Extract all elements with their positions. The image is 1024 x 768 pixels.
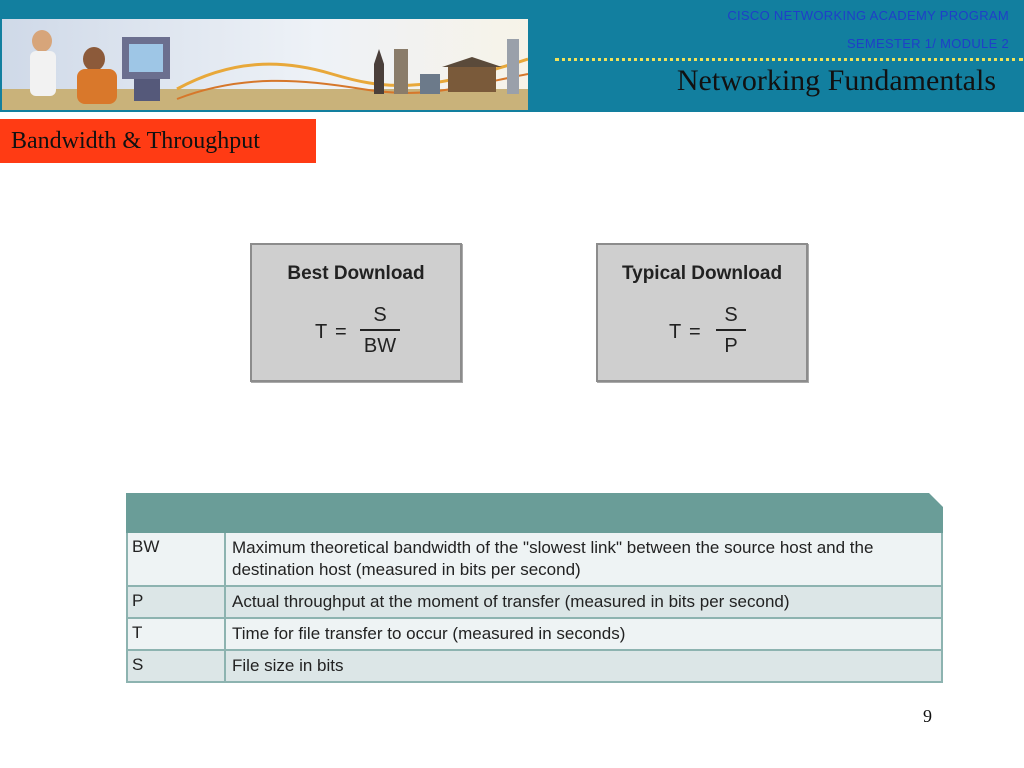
table-row	[128, 533, 941, 585]
formula-lhs: T	[315, 321, 328, 343]
term-cell: T	[128, 619, 226, 649]
table-row	[128, 585, 941, 617]
definition-cell: File size in bits	[226, 651, 941, 681]
term-cell: P	[128, 587, 226, 617]
term-cell: S	[128, 651, 226, 681]
best-download-formula-box	[250, 243, 462, 382]
formula-numerator: S	[373, 304, 387, 326]
formula-fraction	[709, 303, 753, 357]
formula-fraction	[358, 303, 402, 357]
section-title: Bandwidth & Throughput	[0, 119, 316, 163]
table-header	[126, 493, 943, 533]
table-body	[126, 533, 943, 683]
slide-header	[0, 0, 1024, 112]
header-banner-illustration	[2, 19, 528, 110]
formula-equals-sign: =	[689, 321, 701, 343]
table-row	[128, 617, 941, 649]
formula-equals-sign: =	[335, 321, 347, 343]
page-title: Networking Fundamentals	[676, 64, 996, 97]
formula-numerator: S	[724, 304, 738, 326]
formula-denominator: BW	[363, 335, 397, 357]
page-number: 9	[923, 706, 932, 726]
term-cell: BW	[128, 533, 226, 585]
table-row	[128, 649, 941, 681]
definition-cell: Maximum theoretical bandwidth of the "slowest link" between the source host and the destination host (measured in bits per second)	[226, 533, 941, 585]
header-divider	[555, 58, 1023, 61]
formula-title: Best Download	[287, 263, 425, 284]
definition-cell: Time for file transfer to occur (measured in seconds)	[226, 619, 941, 649]
table-corner	[929, 493, 943, 507]
semester-module-label: SEMESTER 1/ MODULE 2	[846, 36, 1009, 51]
formula-title: Typical Download	[621, 263, 783, 284]
variable-definitions-table	[126, 493, 943, 683]
formula-denominator: P	[724, 335, 738, 357]
formula-lhs: T	[669, 321, 682, 343]
program-label: CISCO NETWORKING ACADEMY PROGRAM	[727, 8, 1009, 23]
definition-cell: Actual throughput at the moment of transfer (measured in bits per second)	[226, 587, 941, 617]
typical-download-formula-box	[596, 243, 808, 382]
